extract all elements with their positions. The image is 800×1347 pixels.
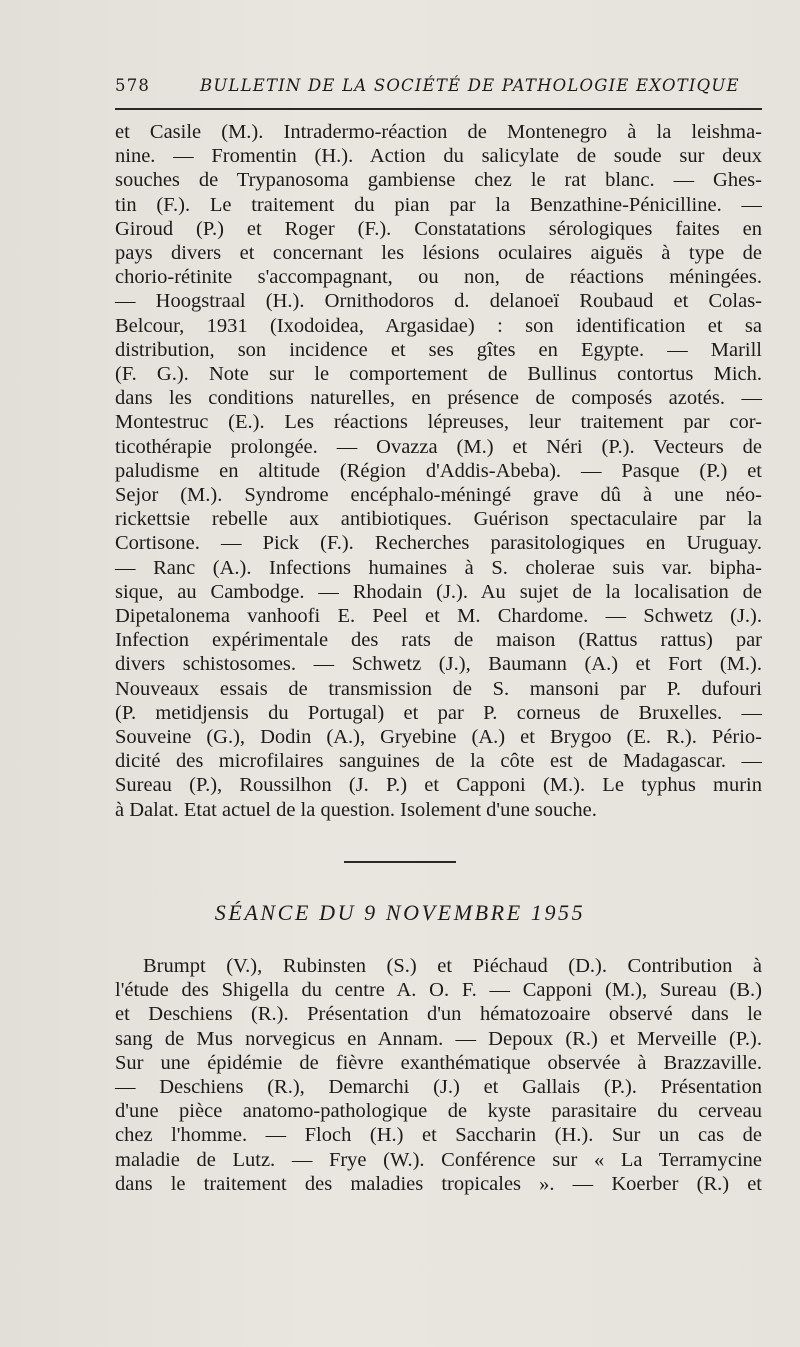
paragraph-seance bbox=[115, 954, 762, 1196]
section-divider bbox=[344, 861, 456, 863]
text-line: — Hoogstraal (H.). Ornithodoros d. delanoeï Roubaud et Colas- bbox=[115, 290, 762, 313]
text-line: Sejor (M.). Syndrome encéphalo-méningé grave dû à une néo- bbox=[115, 484, 762, 507]
text-line: dicité des microfilaires sanguines de la côte est de Madagascar. — bbox=[115, 750, 762, 773]
text-line: Giroud (P.) et Roger (F.). Constatations sérologiques faites en bbox=[115, 217, 762, 240]
text-line: (F. G.). Note sur le comportement de Bullinus contortus Mich. bbox=[115, 363, 762, 386]
text-line: chorio-rétinite s'accompagnant, ou non, de réactions méningées. bbox=[115, 266, 762, 289]
text-line: d'une pièce anatomo-pathologique de kyste parasitaire du cerveau bbox=[115, 1100, 762, 1123]
text-line: et Casile (M.). Intradermo-réaction de Montenegro à la leishma- bbox=[115, 121, 762, 143]
text-line: et Deschiens (R.). Présentation d'un hématozoaire observé dans le bbox=[115, 1003, 762, 1026]
text-line: Belcour, 1931 (Ixodoidea, Argasidae) : son identification et sa bbox=[115, 314, 762, 337]
text-line: Dipetalonema vanhoofi E. Peel et M. Chardome. — Schwetz (J.). bbox=[115, 605, 762, 628]
text-line: Brumpt (V.), Rubinsten (S.) et Piéchaud (D.). Contribution à bbox=[143, 955, 762, 977]
text-line: Infection expérimentale des rats de maison (Rattus rattus) par bbox=[115, 629, 762, 652]
text-line: sique, au Cambodge. — Rhodain (J.). Au sujet de la localisation de bbox=[115, 580, 762, 603]
text-line: l'étude des Shigella du centre A. O. F. — Capponi (M.), Sureau (B.) bbox=[115, 979, 762, 1002]
text-line: sang de Mus norvegicus en Annam. — Depoux (R.) et Merveille (P.). bbox=[115, 1027, 762, 1050]
text-line: chez l'homme. — Floch (H.) et Saccharin (H.). Sur un cas de bbox=[115, 1124, 762, 1147]
text-line: ticothérapie prolongée. — Ovazza (M.) et Néri (P.). Vecteurs de bbox=[115, 435, 762, 458]
text-line: Sureau (P.), Roussilhon (J. P.) et Capponi (M.). Le typhus murin bbox=[115, 774, 762, 797]
header-rule bbox=[115, 108, 762, 110]
text-line: — Deschiens (R.), Demarchi (J.) et Gallais (P.). Présentation bbox=[115, 1076, 762, 1099]
text-line: dans les conditions naturelles, en présence de composés azotés. — bbox=[115, 387, 762, 410]
text-line: divers schistosomes. — Schwetz (J.), Baumann (A.) et Fort (M.). bbox=[115, 653, 762, 676]
text-line: paludisme en altitude (Région d'Addis-Abeba). — Pasque (P.) et bbox=[115, 459, 762, 482]
text-line: — Ranc (A.). Infections humaines à S. cholerae suis var. bipha- bbox=[115, 556, 762, 579]
text-line: (P. metidjensis du Portugal) et par P. corneus de Bruxelles. — bbox=[115, 701, 762, 724]
text-line: à Dalat. Etat actuel de la question. Isolement d'une souche. bbox=[115, 798, 597, 821]
text-line: rickettsie rebelle aux antibiotiques. Guérison spectaculaire par la bbox=[115, 508, 762, 531]
running-head: BULLETIN DE LA SOCIÉTÉ DE PATHOLOGIE EXOTIQUE bbox=[200, 76, 740, 95]
text-line: souches de Trypanosoma gambiense chez le rat blanc. — Ghes- bbox=[115, 169, 762, 192]
text-line: dans le traitement des maladies tropicales ». — Koerber (R.) et bbox=[115, 1172, 762, 1195]
section-heading: SÉANCE DU 9 NOVEMBRE 1955 bbox=[214, 900, 586, 925]
text-line: Cortisone. — Pick (F.). Recherches parasitologiques en Uruguay. bbox=[115, 532, 762, 555]
text-line: pays divers et concernant les lésions oculaires aiguës à type de bbox=[115, 242, 762, 265]
page-number: 578 bbox=[115, 76, 151, 95]
text-line: Montestruc (E.). Les réactions lépreuses, leur traitement par cor- bbox=[115, 411, 762, 434]
text-line: Nouveaux essais de transmission de S. mansoni par P. dufouri bbox=[115, 677, 762, 700]
text-line: tin (F.). Le traitement du pian par la Benzathine-Pénicilline. — bbox=[115, 193, 762, 216]
text-line: Sur une épidémie de fièvre exanthématique observée à Brazzaville. bbox=[115, 1051, 762, 1074]
text-line: Souveine (G.), Dodin (A.), Gryebine (A.) et Brygoo (E. R.). Pério- bbox=[115, 726, 762, 749]
text-line: maladie de Lutz. — Frye (W.). Conférence sur « La Terramycine bbox=[115, 1148, 762, 1171]
paragraph-communications bbox=[115, 120, 762, 822]
text-line: distribution, son incidence et ses gîtes en Egypte. — Marill bbox=[115, 338, 762, 361]
text-line: nine. — Fromentin (H.). Action du salicylate de soude sur deux bbox=[115, 145, 762, 168]
